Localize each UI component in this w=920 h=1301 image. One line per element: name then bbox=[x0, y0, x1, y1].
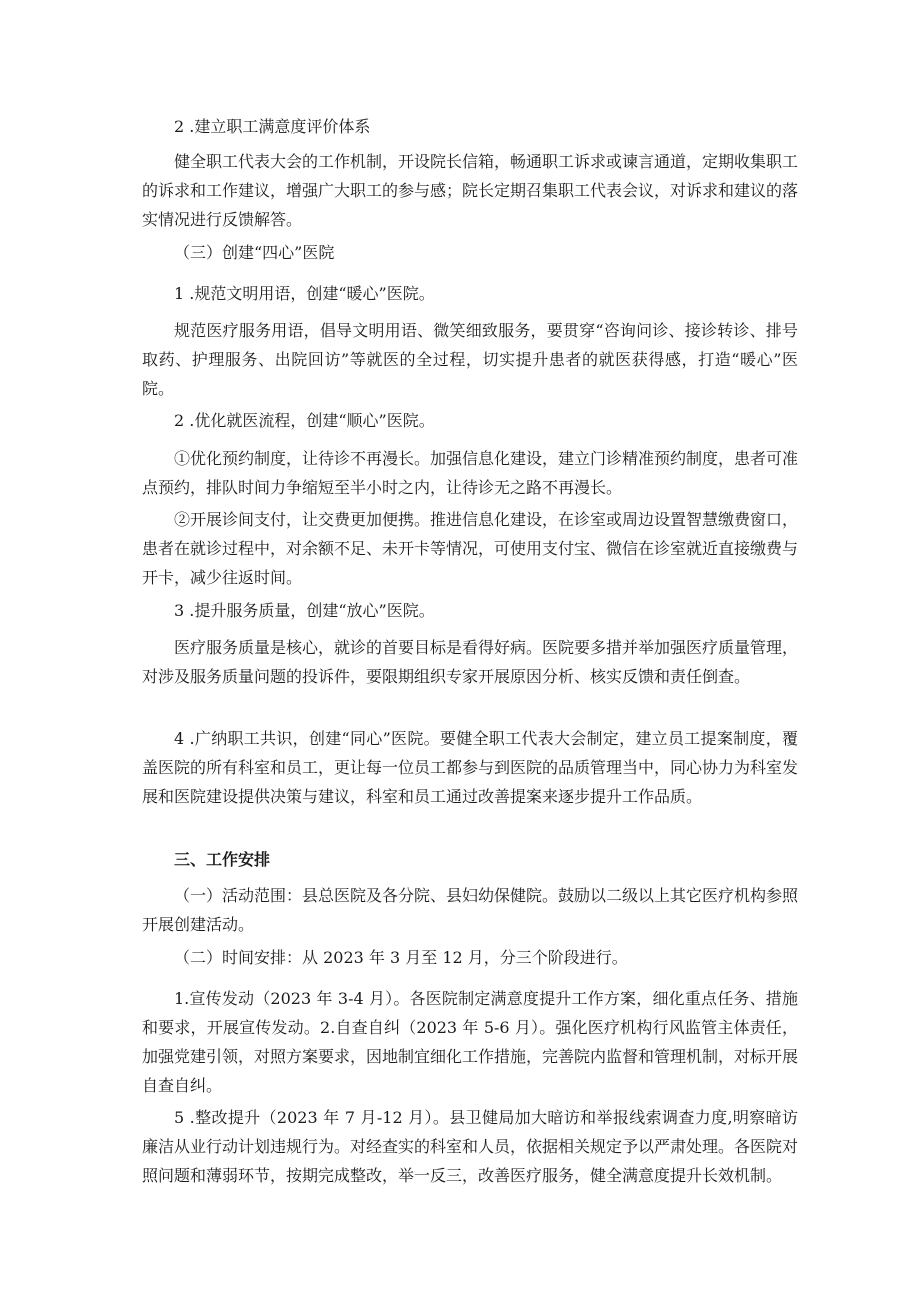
section-heading-work-arrangement: 三、工作安排 bbox=[174, 850, 271, 869]
section-heading-four-hearts: （三）创建“四心”医院 bbox=[174, 243, 335, 262]
paragraph-activity-scope: （一）活动范围：县总医院及各分院、县妇幼保健院。鼓励以二级以上其它医疗机构参照开展创建活动。 bbox=[142, 886, 799, 934]
paragraph-quality: 医疗服务质量是核心，就诊的首要目标是看得好病。医院要多措并举加强医疗质量管理，对涉及服务质量问题的投诉件，要限期组织专家开展原因分析、核实反馈和责任倒查。 bbox=[142, 638, 799, 686]
paragraph-worker-congress: 健全职工代表大会的工作机制，开设院长信箱，畅通职工诉求或谏言通道，定期收集职工的诉求和工作建议，增强广大职工的参与感；院长定期召集职工代表会议，对诉求和建议的落实情况进行反馈解答。 bbox=[142, 152, 799, 229]
paragraph-4-same-heart: 4 .广纳职工共识，创建“同心”医院。要健全职工代表大会制定，建立员工提案制度，覆盖医院的所有科室和员工，更让每一位员工都参与到医院的品质管理当中，同心协力为科室发展和医院建设提供决策与建议，科室和员工通过改善提案来逐步提升工作品质。 bbox=[142, 729, 799, 806]
subheading-2-evaluation-system: 2 .建立职工满意度评价体系 bbox=[174, 117, 371, 136]
paragraph-time-arrangement: （二）时间安排：从 2023 年 3 月至 12 月，分三个阶段进行。 bbox=[174, 948, 628, 967]
paragraph-stage-rectification: 5 .整改提升（2023 年 7 月-12 月）。县卫健局加大暗访和举报线索调查力度,明察暗访廉洁从业行动计划违规行为。对经查实的科室和人员，依据相关规定予以严肃处理。各医院对照问题和薄弱环节，按期完成整改，举一反三，改善医疗服务，健全满意度提升长效机制。 bbox=[142, 1108, 799, 1185]
paragraph-appointment: ①优化预约制度，让待诊不再漫长。加强信息化建设，建立门诊精准预约制度，患者可准点预约，排队时间力争缩短至半小时之内，让待诊无之路不再漫长。 bbox=[142, 449, 799, 497]
paragraph-payment: ②开展诊间支付，让交费更加便携。推进信息化建设，在诊室或周边设置智慧缴费窗口，患者在就诊过程中，对余额不足、未开卡等情况，可使用支付宝、微信在诊室就近直接缴费与开卡，减少往返时间。 bbox=[142, 510, 799, 587]
subheading-2-smooth-heart: 2 .优化就医流程，创建“顺心”医院。 bbox=[174, 411, 435, 430]
subheading-1-warm-heart: 1 .规范文明用语，创建“暖心”医院。 bbox=[174, 284, 435, 303]
paragraph-civil-language: 规范医疗服务用语，倡导文明用语、微笑细致服务，要贯穿“咨询问诊、接诊转诊、排号取药、护理服务、出院回访”等就医的全过程，切实提升患者的就医获得感，打造“暖心”医院。 bbox=[142, 321, 798, 398]
paragraph-stages-1-2: 1.宣传发动（2023 年 3-4 月）。各医院制定满意度提升工作方案，细化重点任务、措施和要求，开展宣传发动。2.自查自纠（2023 年 5-6 月）。强化医疗机构行风监管主体责任，加强党建引领，对照方案要求，因地制宜细化工作措施，完善院内监督和管理机制，对标开展自查自纠。 bbox=[142, 989, 799, 1095]
subheading-3-assured-heart: 3 .提升服务质量，创建“放心”医院。 bbox=[174, 601, 435, 620]
